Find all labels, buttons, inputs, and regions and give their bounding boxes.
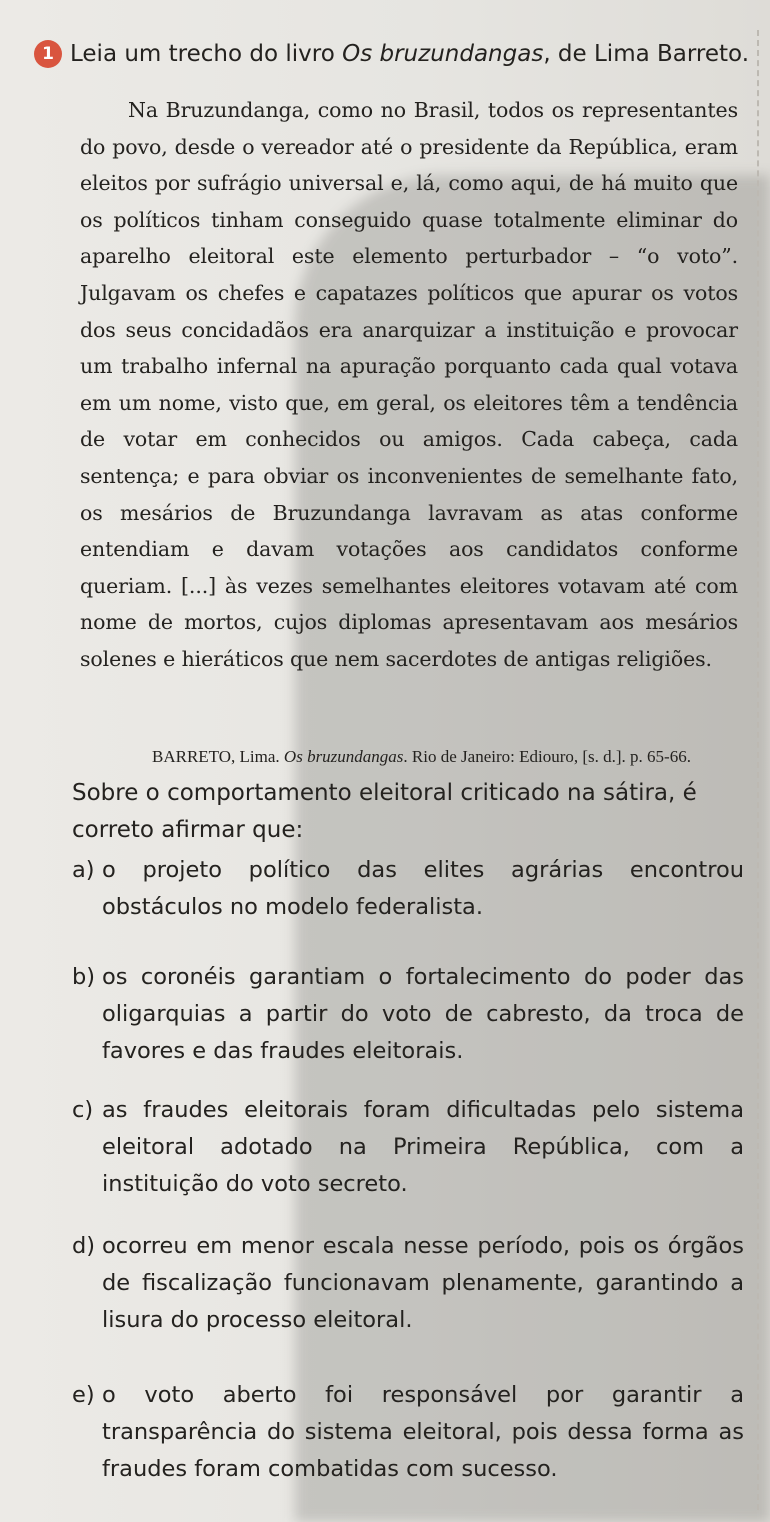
dashed-margin-line: [757, 30, 759, 1510]
option-letter: c): [72, 1097, 94, 1123]
option-b[interactable]: [72, 959, 744, 1070]
option-text: o voto aberto foi responsável por garantir a transparência do sistema eleitoral, pois dessa forma as fraudes foram combatidas com sucesso.: [102, 1382, 744, 1482]
option-text: o projeto político das elites agrárias encontrou obstáculos no modelo federalista.: [102, 857, 744, 920]
excerpt-text: Na Bruzundanga, como no Brasil, todos os representantes do povo, desde o vereador até o presidente da República, eram eleitos por sufrágio universal e, lá, como aqui, de há muito que os políticos tinham conseguido quase totalmente eliminar do aparelho eleitoral este elemento perturbador – “o voto”. Julgavam os chefes e capatazes políticos que apurar os votos dos seus concidadãos era anarquizar a instituição e provocar um trabalho infernal na apuração porquanto cada qual votava em um nome, visto que, em geral, os eleitores têm a tendência de votar em conhecidos ou amigos. Cada cabeça, cada sentença; e para obviar os inconvenientes de semelhante fato, os mesários de Bruzundanga lavravam as atas conforme entendiam e davam votações aos candidatos conforme queriam. [...] às vezes semelhantes eleitores votavam até com nome de mortos, cujos diplomas apresentavam aos mesários solenes e hieráticos que nem sacerdotes de antigas religiões.: [80, 98, 738, 671]
option-e[interactable]: [72, 1377, 744, 1488]
question-number-badge: 1: [34, 40, 62, 68]
book-title: Os bruzundangas: [342, 41, 544, 67]
citation-rest: . Rio de Janeiro: Ediouro, [s. d.]. p. 65-66.: [403, 747, 691, 766]
citation-title: Os bruzundangas: [283, 747, 404, 766]
question-header: [34, 36, 754, 72]
option-c[interactable]: [72, 1092, 744, 1203]
option-letter: b): [72, 964, 96, 990]
question-prompt: Sobre o comportamento eleitoral criticado na sátira, é correto afirmar que:: [72, 780, 697, 843]
option-d[interactable]: [72, 1228, 744, 1339]
header-prefix: Leia um trecho do livro: [70, 41, 343, 67]
citation-author: BARRETO, Lima.: [152, 747, 284, 766]
option-letter: a): [72, 857, 95, 883]
citation: [152, 745, 752, 769]
option-text: os coronéis garantiam o fortalecimento do poder das oligarquias a partir do voto de cabresto, da troca de favores e das fraudes eleitorais.: [102, 964, 744, 1064]
option-a[interactable]: [72, 852, 744, 926]
header-suffix: , de Lima Barreto.: [543, 41, 750, 67]
option-text: as fraudes eleitorais foram dificultadas pelo sistema eleitoral adotado na Primeira República, com a instituição do voto secreto.: [102, 1097, 744, 1197]
option-text: ocorreu em menor escala nesse período, pois os órgãos de fiscalização funcionavam plenamente, garantindo a lisura do processo eleitoral.: [102, 1233, 744, 1333]
option-letter: e): [72, 1382, 95, 1408]
option-letter: d): [72, 1233, 96, 1259]
